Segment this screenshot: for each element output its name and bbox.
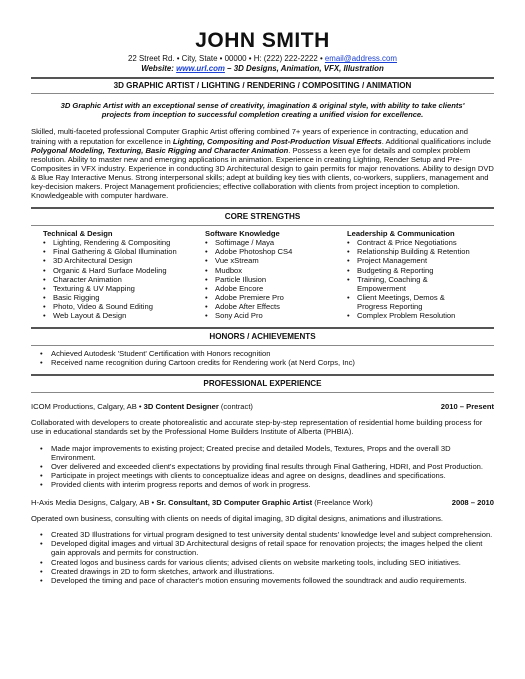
email-link[interactable]: email@address.com — [324, 54, 397, 63]
tagline-line-2: projects from inception to successful completion creating a unified vision for excellence. — [101, 110, 424, 120]
summary-text-3: . Possess a keen eye for details and complex problem resolution. Ability to master new and emerging applications in animation. Experience in creating Lighting, Render Setup and Pre-Composites in VFX industry. Experience in conducting 3D Architectural design to gain permits for major renovations. Ability to design DVD & Blue Ray Interactive Menus. Strong interpersonal skills; adept at building key ties with clients, co-workers, suppliers, management and key-decision makers. Project Management proficiencies; effective collaboration with clients from project inception to completion. Knowledgeable with computer hardware. — [31, 145, 494, 201]
list-item: • Developed digital images and virtual 3D Architectural designs of retail space for renovation projects; the images helped the client gain approvals and permits for construction. — [31, 539, 494, 557]
list-item: • Basic Rigging — [31, 293, 193, 302]
list-item: • Lighting, Rendering & Compositing — [31, 238, 193, 247]
section-title: PROFESSIONAL EXPERIENCE — [203, 379, 322, 389]
list-item: • Adobe Encore — [193, 284, 335, 293]
strength-column-software — [193, 229, 335, 320]
list-item: • Created drawings in 2D to form sketches, artwork and illustrations. — [31, 567, 494, 576]
list-item: • Project Management — [335, 256, 494, 265]
core-strengths-columns — [31, 229, 494, 320]
list-item: • Softimage / Maya — [193, 238, 335, 247]
summary-text-2: . Additional qualifications include — [381, 136, 492, 146]
list-item: • Texturing & UV Mapping — [31, 284, 193, 293]
summary-text-1: Skilled, multi-faceted professional Computer Graphic Artist offering combined 7+ years of experience in contracting, education and training with a reputation for excellence in — [31, 127, 468, 146]
list-item: • Relationship Building & Retention — [335, 247, 494, 256]
list-item: • Adobe Photoshop CS4 — [193, 247, 335, 256]
column-heading: Software Knowledge — [205, 229, 280, 239]
website-description: – 3D Designs, Animation, VFX, Illustration — [224, 64, 384, 73]
job-company: H-Axis Media Designs, Calgary, AB • — [31, 498, 157, 508]
list-item: • Final Gathering & Global Illumination — [31, 247, 193, 256]
job-description: Collaborated with developers to create photorealistic and accurate step-by-step representation of residential home building process for use in educational standards set by the Professional Home Builders Institute of Alberta (PHBIA). — [31, 418, 483, 437]
section-title: CORE STRENGTHS — [224, 212, 301, 222]
column-heading: Technical & Design — [43, 229, 113, 239]
list-item: • Sony Acid Pro — [193, 311, 335, 320]
list-item: • Created 3D Illustrations for virtual program designed to test university dental students' knowledge level and subject comprehension. — [31, 530, 494, 539]
list-item: • Particle Illusion — [193, 275, 335, 284]
list-item: • Contract & Price Negotiations — [335, 238, 494, 247]
contact-address: 22 Street Rd. • City, State • 00000 • H: (222) 222-2222 • — [128, 54, 325, 63]
job-title-line — [31, 498, 373, 507]
headline: 3D GRAPHIC ARTIST / LIGHTING / RENDERING / COMPOSITING / ANIMATION — [113, 81, 412, 90]
section-title: HONORS / ACHIEVEMENTS — [209, 332, 316, 342]
headline-divider — [31, 93, 494, 94]
column-heading: Leadership & Communication — [347, 229, 455, 239]
list-item: • Received name recognition during Cartoon credits for Rendering work (at Nerd Corps, Inc) — [31, 358, 494, 367]
list-item: • Over delivered and exceeded client's expectations by providing final results through Final Gathering, HDRI, and Post Production. — [31, 462, 494, 471]
section-divider-bottom — [31, 392, 494, 393]
list-item: • Created logos and business cards for various clients; advised clients on website marketing tools, including SEO initiatives. — [31, 558, 494, 567]
job-company: ICOM Productions, Calgary, AB • — [31, 402, 144, 412]
job-description: Operated own business, consulting with clients on needs of digital imaging, 3D digital designs, animations and illustrations. — [31, 514, 443, 524]
experience-header — [31, 374, 494, 393]
tagline-line-1: 3D Graphic Artist with an exceptional sense of creativity, imagination & original style, with ability to take clients' — [60, 101, 465, 110]
job-entry — [31, 402, 494, 489]
summary-emphasis-1: Lighting, Compositing and Post-Production Visual Effects — [172, 136, 382, 146]
list-item: • Vue xStream — [193, 256, 335, 265]
list-item: • Provided clients with interim progress reports and demos of work in progress. — [31, 480, 494, 489]
job-type: (Freelance Work) — [312, 498, 373, 508]
candidate-name: JOHN SMITH — [195, 29, 330, 52]
list-item: • Training, Coaching & Empowerment — [335, 275, 463, 293]
job-dates: 2008 – 2010 — [451, 498, 494, 508]
website-label: Website: — [141, 64, 177, 73]
job-bullets — [31, 530, 494, 585]
honors-list — [31, 349, 494, 367]
job-role: 3D Content Designer — [143, 402, 219, 412]
section-divider-bottom — [31, 345, 494, 346]
job-title-line — [31, 402, 253, 411]
honors-header — [31, 327, 494, 346]
list-item: • Organic & Hard Surface Modeling — [31, 266, 193, 275]
list-item: • 3D Architectural Design — [31, 256, 193, 265]
list-item: • Character Animation — [31, 275, 193, 284]
strength-column-technical — [31, 229, 193, 320]
strength-column-leadership — [335, 229, 494, 320]
list-item: • Participate in project meetings with clients to conceptualize ideas and agree on designs, deadlines and specifications. — [31, 471, 494, 480]
list-item: • Adobe Premiere Pro — [193, 293, 335, 302]
list-item: • Photo, Video & Sound Editing — [31, 302, 193, 311]
core-strengths-header — [31, 207, 494, 226]
list-item: • Complex Problem Resolution — [335, 311, 494, 320]
website-link[interactable]: www.url.com — [176, 64, 225, 73]
list-item: • Mudbox — [193, 266, 335, 275]
list-item: • Achieved Autodesk 'Student' Certification with Honors recognition — [31, 349, 494, 358]
job-header — [31, 498, 494, 507]
list-item: • Developed the timing and pace of character's motion ensuring movements followed the soundtrack and audio requirements. — [31, 576, 494, 585]
section-divider-bottom — [31, 225, 494, 226]
summary-emphasis-2: Polygonal Modeling, Texturing, Basic Rigging and Character Animation — [31, 145, 289, 155]
job-role: Sr. Consultant, 3D Computer Graphic Artist — [156, 498, 313, 508]
list-item: • Client Meetings, Demos & Progress Reporting — [335, 293, 475, 311]
job-header — [31, 402, 494, 411]
list-item: • Made major improvements to existing project; Created precise and detailed Models, Textures, Props and the overall 3D Environment. — [31, 444, 494, 462]
summary-paragraph — [31, 127, 494, 200]
job-bullets — [31, 444, 494, 489]
job-entry — [31, 498, 494, 585]
contact-line — [31, 54, 494, 64]
job-type: (contract) — [218, 402, 253, 412]
job-dates: 2010 – Present — [440, 402, 494, 412]
website-line — [31, 64, 494, 74]
list-item: • Budgeting & Reporting — [335, 266, 494, 275]
tagline — [31, 101, 494, 119]
list-item: • Adobe After Effects — [193, 302, 335, 311]
list-item: • Web Layout & Design — [31, 311, 193, 320]
